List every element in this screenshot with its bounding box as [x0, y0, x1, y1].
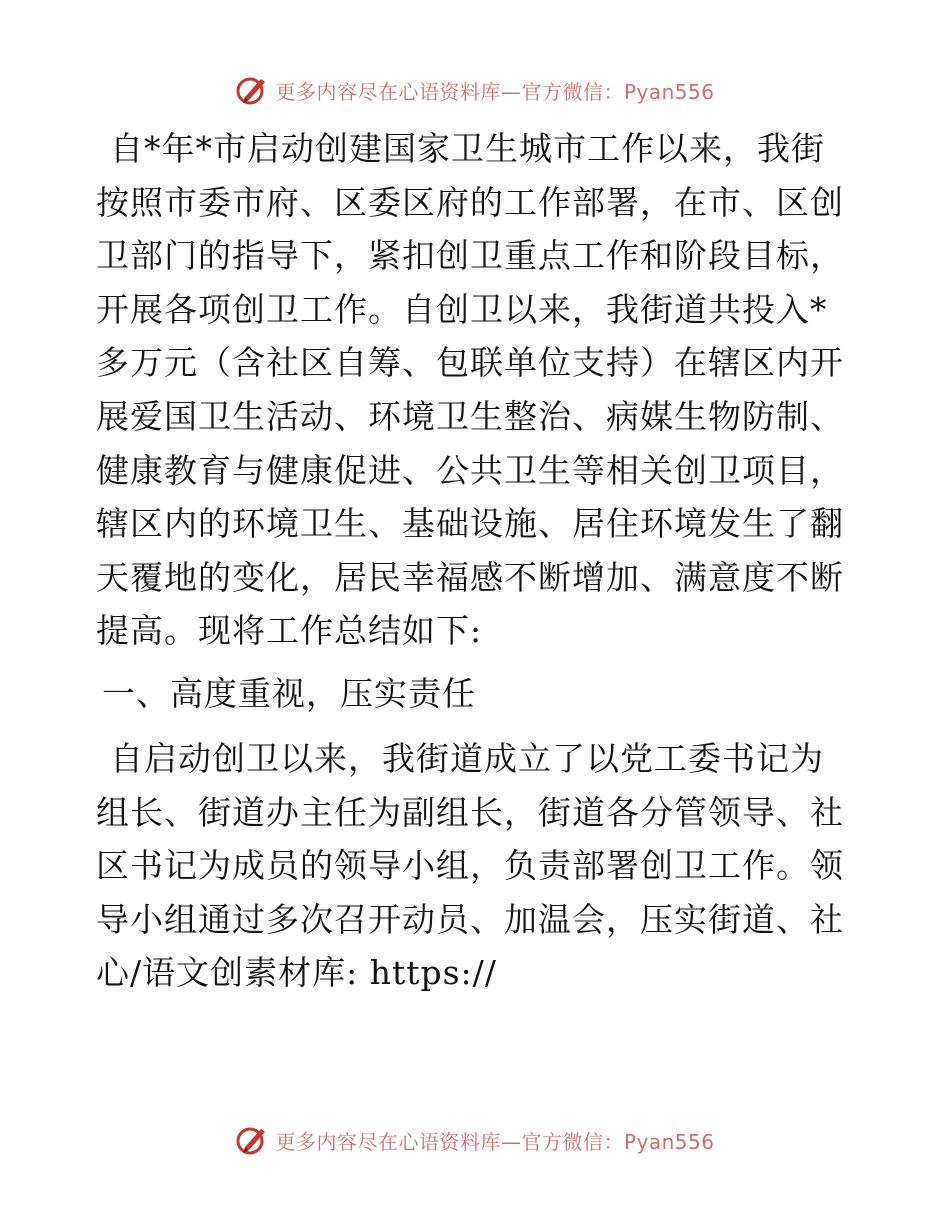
document-body — [96, 122, 856, 1000]
footer-banner — [0, 1120, 950, 1160]
header-banner — [0, 70, 950, 110]
header-banner-text: 更多内容尽在心语资料库—官方微信：Pyan556 — [275, 79, 715, 104]
paragraph-section-1: 自启动创卫以来，我街道成立了以党工委书记为组长、街道办主任为副组长，街道各分管领导、社区书记为成员的领导小组，负责部署创卫工作。领导小组通过多次召开动员、加温会，压实街道、社心/语文创素材库: https:// — [96, 738, 844, 993]
pen-logo-icon — [235, 1123, 269, 1157]
footer-banner-text: 更多内容尽在心语资料库—官方微信：Pyan556 — [275, 1129, 715, 1154]
section-heading: 一、高度重视，压实责任 — [102, 673, 476, 713]
pen-logo-icon — [235, 73, 269, 107]
paragraph-intro: 自*年*市启动创建国家卫生城市工作以来，我街按照市委市府、区委区府的工作部署，在市、区创卫部门的指导下，紧扣创卫重点工作和阶段目标，开展各项创卫工作。自创卫以来，我街道共投入*多万元（含社区自筹、包联单位支持）在辖区内开展爱国卫生活动、环境卫生整治、病媒生物防制、健康教育与健康促进、公共卫生等相关创卫项目，辖区内的环境卫生、基础设施、居住环境发生了翻天覆地的变化，居民幸福感不断增加、满意度不断提高。现将工作总结如下: — [96, 129, 844, 651]
